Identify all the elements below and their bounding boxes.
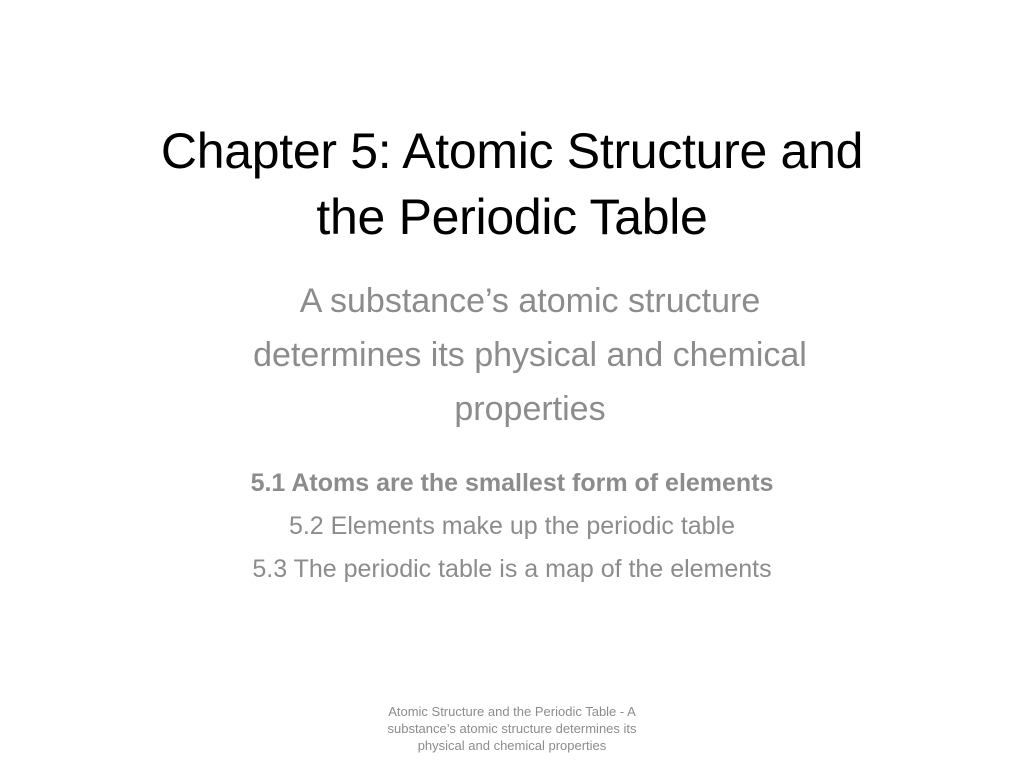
subtitle-line-1: A substance’s atomic structure	[299, 282, 761, 320]
section-list	[100, 462, 924, 591]
section-item-5-2: 5.2 Elements make up the periodic table	[288, 512, 736, 540]
title-line-1: Chapter 5: Atomic Structure and	[160, 123, 864, 179]
footer-line-1: Atomic Structure and the Periodic Table - A	[388, 704, 636, 719]
slide-subtitle	[150, 274, 910, 436]
section-item-5-3: 5.3 The periodic table is a map of the elements	[252, 555, 772, 583]
subtitle-line-2: determines its physical and chemical	[253, 336, 807, 374]
slide-footer	[352, 703, 672, 754]
subtitle-line-3: properties	[454, 390, 606, 428]
section-item-5-1: 5.1 Atoms are the smallest form of elements	[250, 469, 774, 497]
footer-line-2: substance’s atomic structure determines its	[387, 721, 637, 736]
footer-line-3: physical and chemical properties	[417, 738, 607, 753]
title-line-2: the Periodic Table	[316, 189, 708, 245]
slide-title	[60, 118, 964, 250]
